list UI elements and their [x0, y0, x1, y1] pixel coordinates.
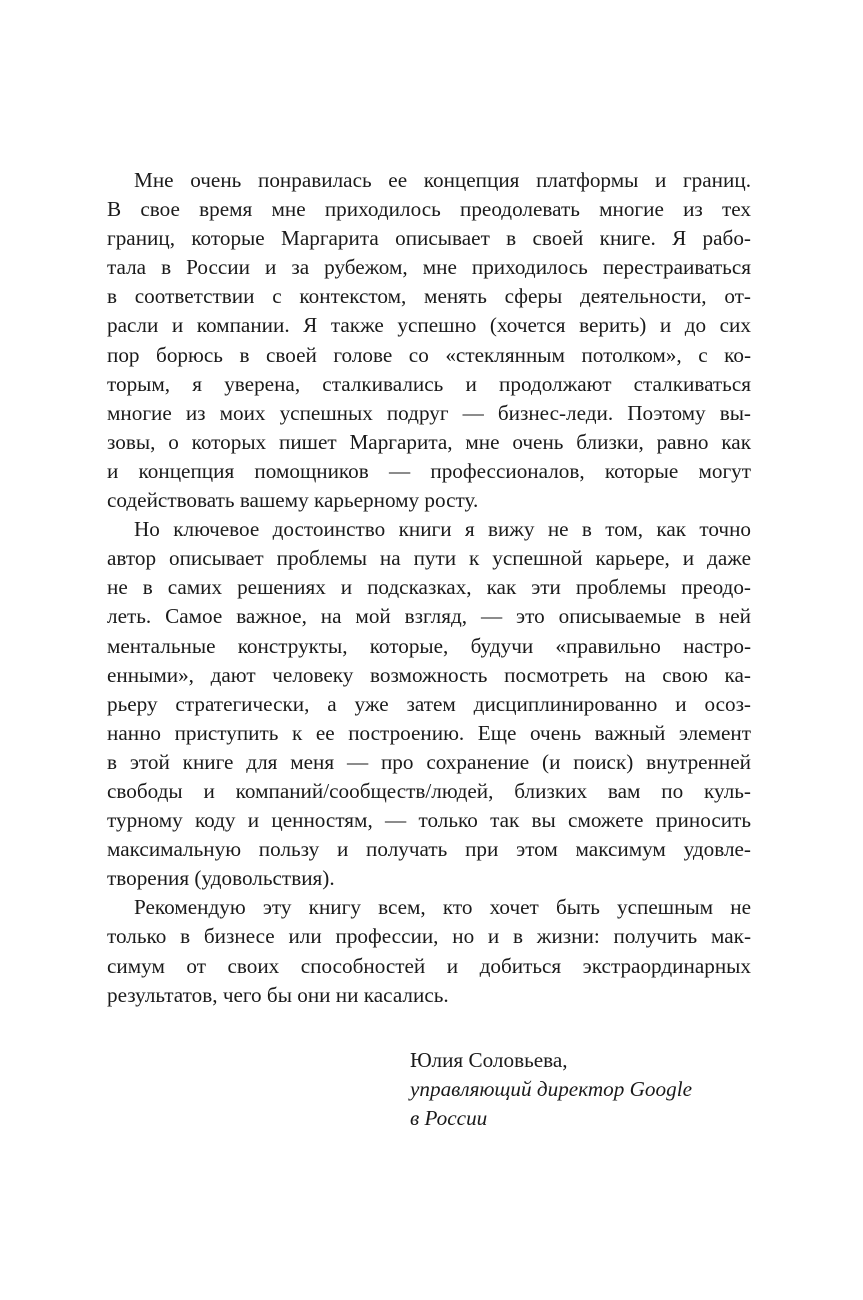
text-line: не в самих решениях и подсказках, как эти проблемы преодо-: [107, 575, 751, 600]
text-line: границ, которые Маргарита описывает в своей книге. Я рабо-: [107, 226, 751, 251]
text-line: В свое время мне приходилось преодолевать многие из тех: [107, 197, 751, 222]
text-line: только в бизнесе или профессии, но и в жизни: получить мак-: [107, 924, 751, 949]
text-line: в соответствии с контекстом, менять сферы деятельности, от-: [107, 284, 751, 309]
text-line: творения (удовольствия).: [107, 866, 335, 891]
signature-role: управляющий директор Google: [410, 1077, 692, 1102]
signature-name: Юлия Соловьева,: [410, 1048, 568, 1072]
text-line: нанно приступить к ее построению. Еще очень важный элемент: [107, 720, 751, 745]
text-line: пор борюсь в своей голове со «стеклянным потолком», с ко-: [107, 342, 751, 367]
text-line: Мне очень понравилась ее концепция платформы и границ.: [134, 168, 751, 192]
paragraph-3: [107, 893, 751, 1009]
text-line: автор описывает проблемы на пути к успешной карьере, и даже: [107, 546, 751, 571]
text-line: тала в России и за рубежом, мне приходилось перестраиваться: [107, 255, 751, 280]
text-line: Но ключевое достоинство книги я вижу не в том, как точно: [134, 517, 751, 542]
text-line: леть. Самое важное, на мой взгляд, — это описываемые в ней: [107, 604, 751, 629]
text-line: максимальную пользу и получать при этом максимум удовле-: [107, 837, 751, 862]
text-line: Рекомендую эту книгу всем, кто хочет быть успешным не: [134, 895, 751, 920]
paragraph-2: [107, 515, 751, 893]
text-line: зовы, о которых пишет Маргарита, мне очень близки, равно как: [107, 429, 751, 454]
text-line: многие из моих успешных подруг — бизнес-леди. Поэтому вы-: [107, 400, 751, 425]
text-line: в этой книге для меня — про сохранение (и поиск) внутренней: [107, 749, 751, 774]
text-line: ментальные конструкты, которые, будучи «правильно настро-: [107, 633, 751, 658]
text-line: енными», дают человеку возможность посмотреть на свою ка-: [107, 662, 751, 687]
text-line: рьеру стратегически, а уже затем дисциплинированно и осоз-: [107, 691, 751, 716]
text-line: симум от своих способностей и добиться экстраординарных: [107, 953, 751, 978]
text-line: и концепция помощников — профессионалов, которые могут: [107, 458, 751, 483]
text-line: турному коду и ценностям, — только так вы сможете приносить: [107, 808, 751, 833]
paragraph-1: [107, 166, 751, 515]
text-line: торым, я уверена, сталкивались и продолжают сталкиваться: [107, 371, 751, 396]
text-line: свободы и компаний/сообществ/людей, близких вам по куль-: [107, 778, 751, 803]
signature-block: [410, 1046, 692, 1133]
signature-location: в России: [410, 1106, 488, 1131]
text-line: содействовать вашему карьерному росту.: [107, 488, 479, 513]
text-line: результатов, чего бы они ни касались.: [107, 982, 449, 1007]
book-page-text: [107, 166, 751, 1010]
text-line: расли и компании. Я также успешно (хочется верить) и до сих: [107, 313, 751, 338]
